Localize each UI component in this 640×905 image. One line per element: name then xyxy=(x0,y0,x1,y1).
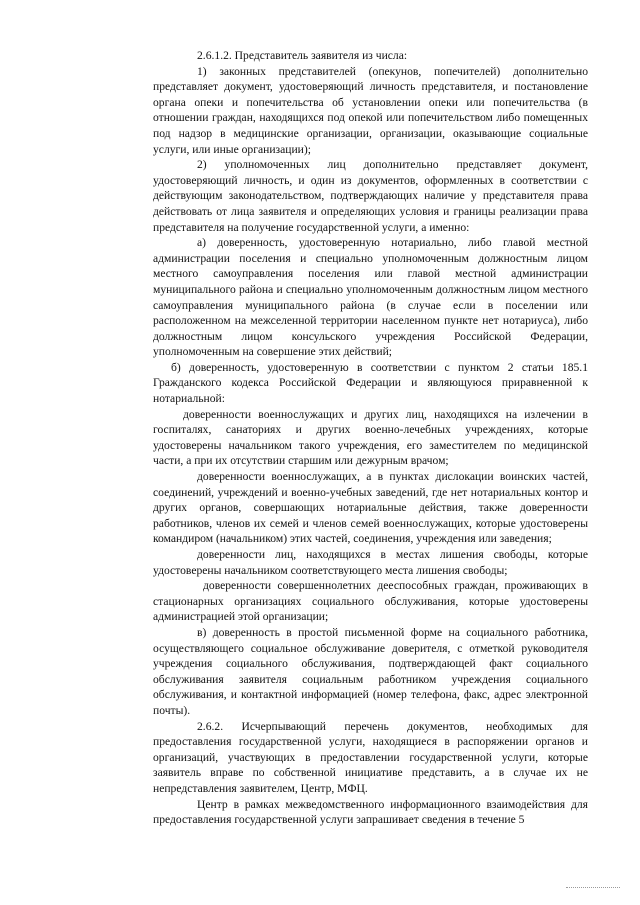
paragraph-stationary-organizations: доверенности совершеннолетних дееспособных граждан, проживающих в стационарных организациях социального обслуживания, которые удостоверены администрацией этой организации; xyxy=(153,579,588,624)
paragraph-notarized-power-of-attorney: а) доверенность, удостоверенную нотариально, либо главой местной администрации поселения и специально уполномоченным должностным лицом местного самоуправления поселения или главой местной администрации муниципального района и специально уполномоченным должностным лицом местного самоуправления муниципального района (в случае если в поселении или расположенном на межселенной территории населенном пункте нет нотариуса), либо должностным лицом консульского учреждения Российской Федерации, уполномоченным на совершение этих действий; xyxy=(153,236,588,359)
paragraph-military-hospital: доверенности военнослужащих и других лиц, находящихся на излечении в госпиталях, санаториях и других военно-лечебных учреждениях, которые удостоверены начальником такого учреждения, его заместителем по медицинской части, а при их отсутствии старшим или дежурным врачом; xyxy=(153,407,588,468)
paragraph-legal-representatives: 1) законных представителей (опекунов, попечителей) дополнительно представляет документ, удостоверяющий личность представителя, и постановление органа опеки и попечительства об установлении опеки или попечительства (в отношении граждан, находящихся под опекой или попечительством либо помещенных под надзор в медицинские организации, организации, оказывающие социальные услуги, или иные организации); xyxy=(153,64,588,156)
paragraph-places-of-detention: доверенности лиц, находящихся в местах лишения свободы, которые удостоверены начальником соответствующего места лишения свободы; xyxy=(153,548,588,577)
paragraph-authorized-persons: 2) уполномоченных лиц дополнительно представляет документ, удостоверяющий личность, и один из документов, оформленных в соответствии с действующим законодательством, подтверждающих наличие у представителя права действовать от лица заявителя и определяющих условия и границы реализации права представителя на получение государственной услуги, а именно: xyxy=(153,158,588,234)
paragraph-military-units: доверенности военнослужащих, а в пунктах дислокации воинских частей, соединений, учреждений и военно-учебных заведений, где нет нотариальных контор и других органов, совершающих нотариальные действия, также доверенности работников, членов их семей и членов семей военнослужащих, которые удостоверены командиром (начальником) этих частей, соединения, учреждения или заведения; xyxy=(153,470,588,546)
paragraph-social-worker: в) доверенность в простой письменной форме на социального работника, осуществляющего социальное обслуживание доверителя, с отметкой руководителя учреждения социального обслуживания, подтверждающей факт социального обслуживания заявителя социальным работником учреждения социального обслуживания, и контактной информацией (номер телефона, факс, адрес электронной почты). xyxy=(153,625,588,717)
document-body xyxy=(153,48,588,828)
paragraph-interagency-interaction: Центр в рамках межведомственного информационного взаимодействия для предоставления государственной услуги запрашивает сведения в течение 5 xyxy=(153,797,588,827)
scan-artifact xyxy=(566,887,620,889)
paragraph-certified-power-of-attorney: б) доверенность, удостоверенную в соответствии с пунктом 2 статьи 185.1 Гражданского кодекса Российской Федерации и являющуюся приравненной к нотариальной: xyxy=(153,360,588,406)
paragraph-document-list: 2.6.2. Исчерпывающий перечень документов, необходимых для предоставления государственной услуги, находящиеся в распоряжении органов и организаций, участвующих в предоставлении государственной услуги, которые заявитель вправе по собственной инициативе представить, а в случае их не непредставления заявителем, Центр, МФЦ. xyxy=(153,719,588,795)
section-heading: 2.6.1.2. Представитель заявителя из числа: xyxy=(197,49,408,62)
